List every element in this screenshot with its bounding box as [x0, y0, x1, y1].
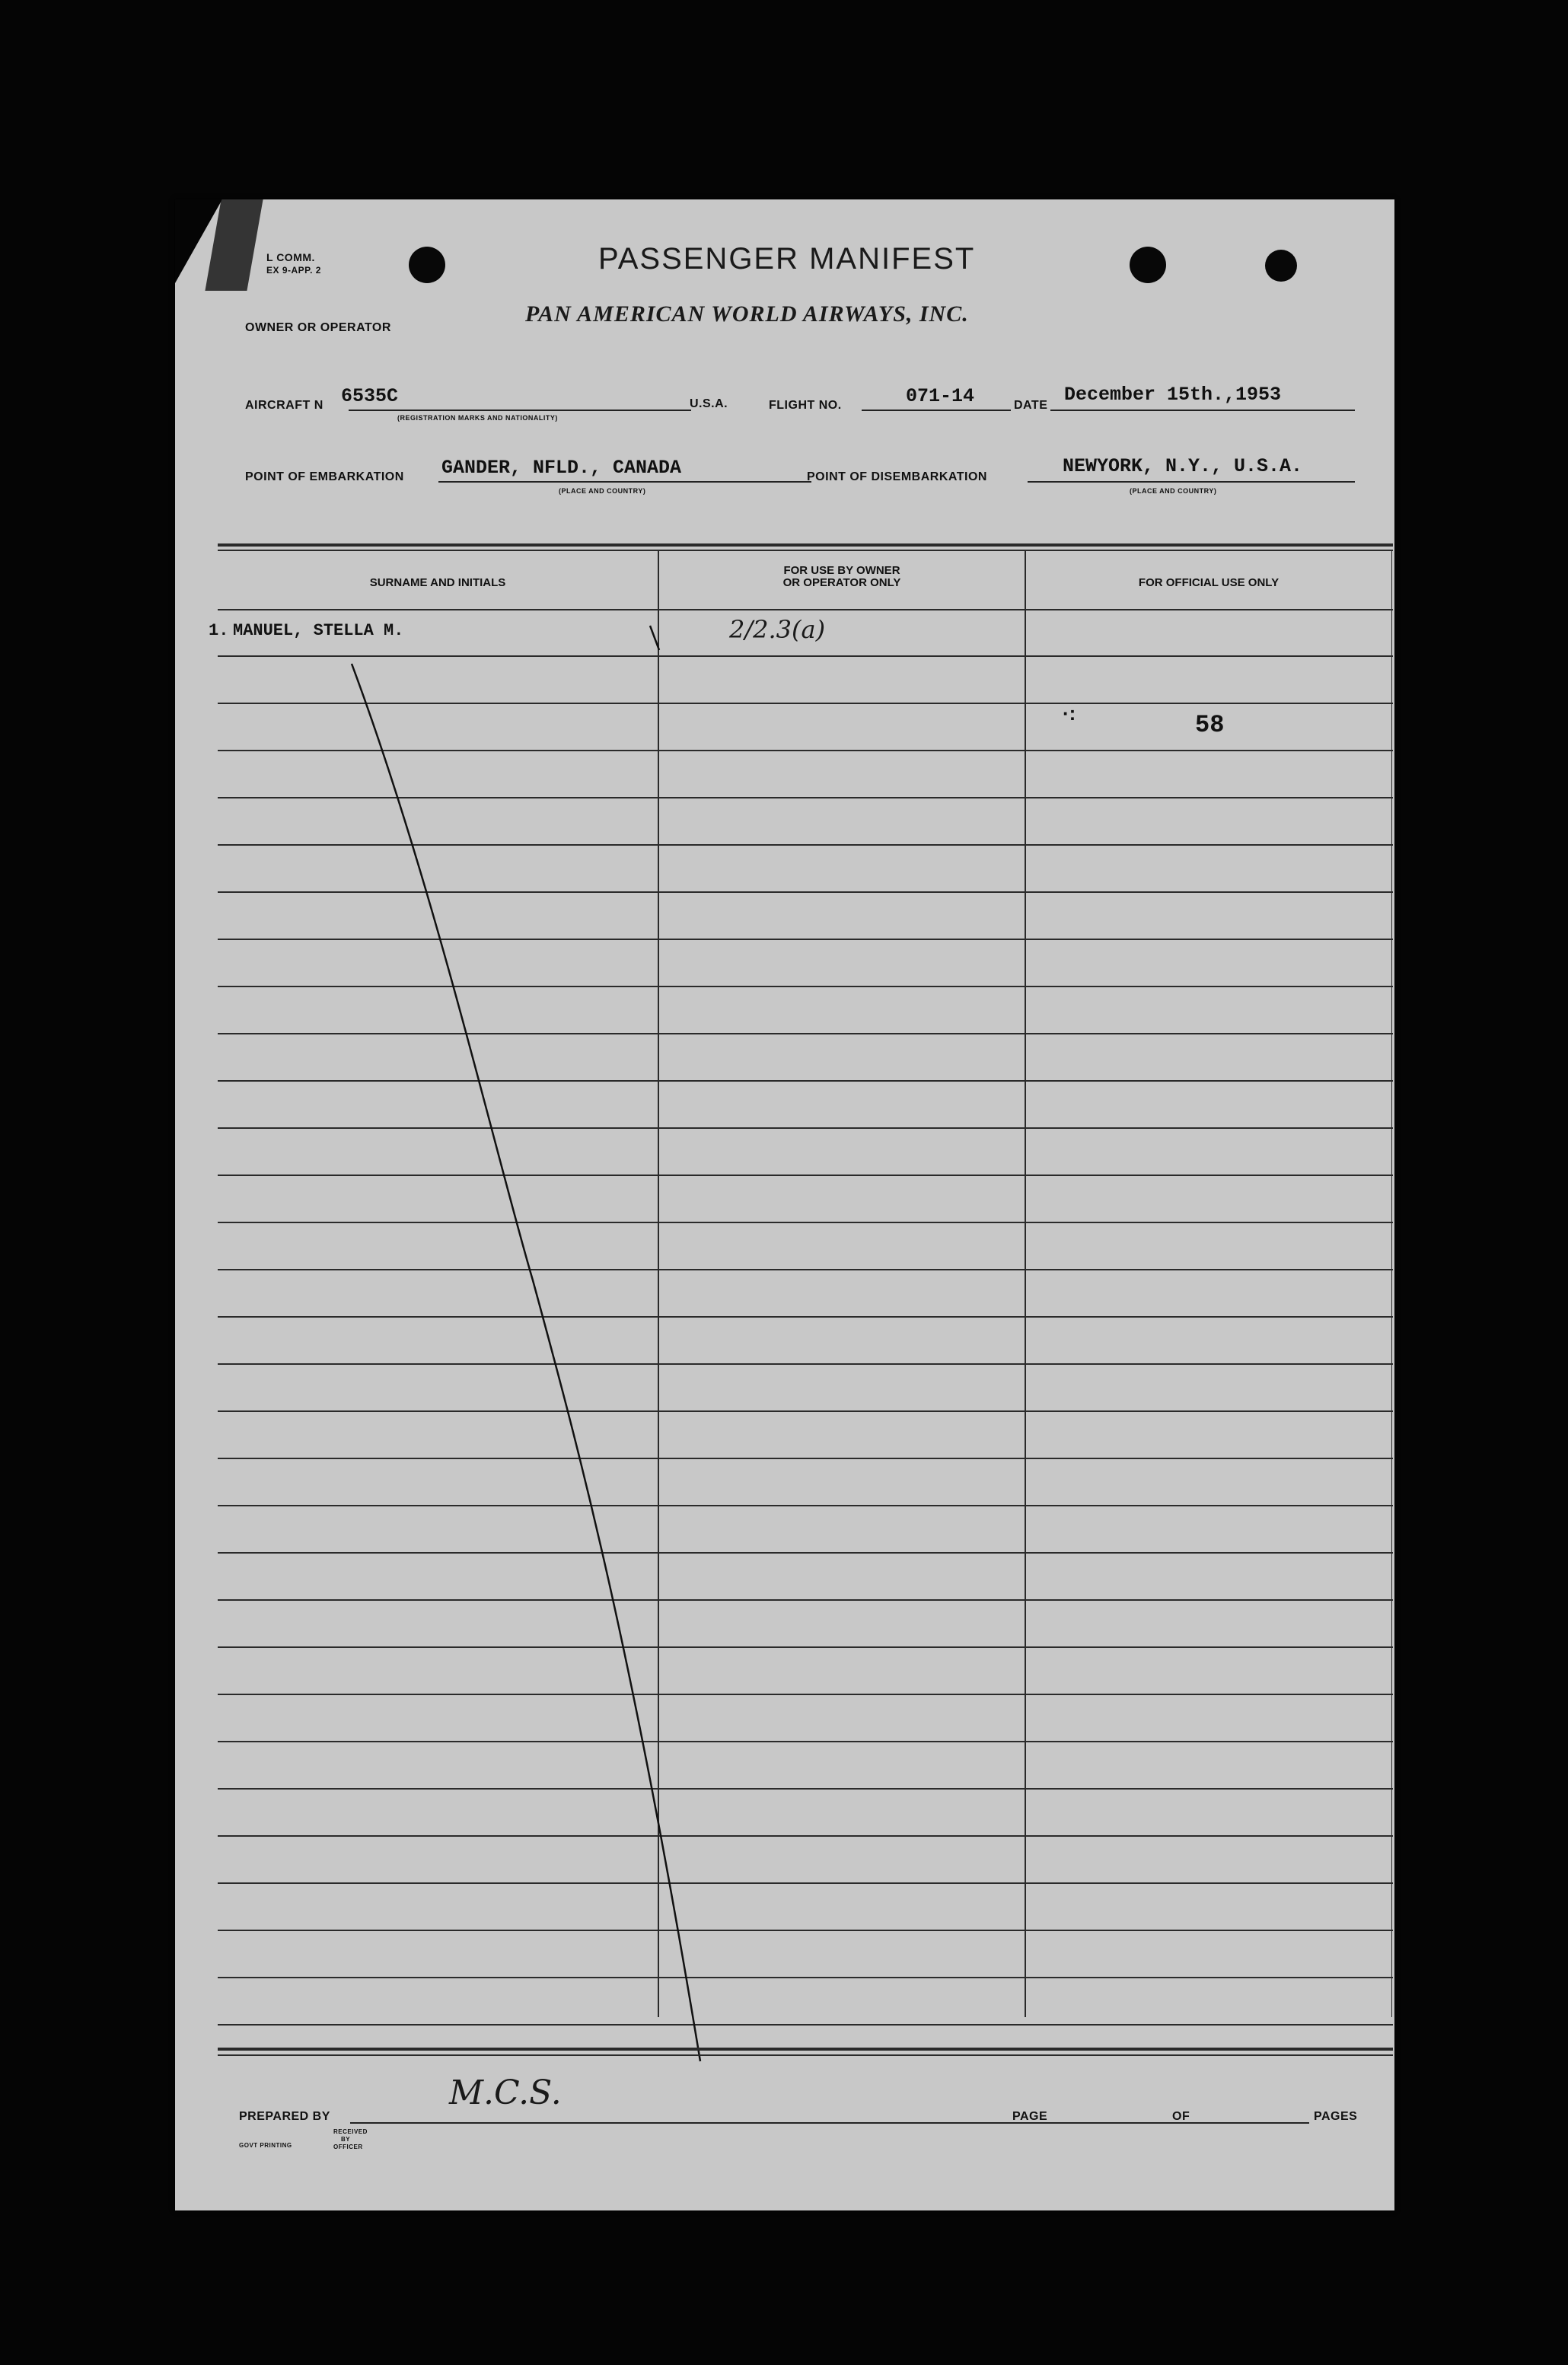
prepared-label: PREPARED BY [239, 2110, 330, 2123]
flight-label: FLIGHT NO. [769, 399, 842, 412]
usa-label: U.S.A. [690, 397, 728, 410]
prepared-underline [350, 2122, 1195, 2124]
page-title: PASSENGER MANIFEST [598, 242, 976, 276]
owner-note-handwritten: 2/2.3(a) [729, 615, 826, 644]
ruled-lines-and-strike [175, 199, 1394, 2210]
embarkation-value: GANDER, NFLD., CANADA [441, 457, 682, 479]
column-heading-owner-line2: OR OPERATOR ONLY [782, 576, 901, 589]
of-label: OF [1172, 2110, 1190, 2123]
page-label: PAGE [1012, 2110, 1048, 2123]
disembarkation-label: POINT OF DISEMBARKATION [807, 470, 987, 483]
stamp-line3: OFFICER [333, 2143, 363, 2150]
disembarkation-note: (PLACE AND COUNTRY) [1130, 487, 1217, 495]
official-note-dots: ·: [1063, 702, 1076, 725]
print-note: GOVT PRINTING [239, 2142, 292, 2149]
registration-note: (REGISTRATION MARKS AND NATIONALITY) [397, 414, 558, 422]
date-label: DATE [1014, 399, 1048, 412]
passenger-name: MANUEL, STELLA M. [233, 621, 404, 640]
date-value: December 15th.,1953 [1064, 384, 1282, 406]
stamp-line2: BY [341, 2136, 351, 2143]
airline-name: PAN AMERICAN WORLD AIRWAYS, INC. [525, 301, 969, 327]
column-heading-official: FOR OFFICIAL USE ONLY [1138, 576, 1280, 589]
owner-label: OWNER OR OPERATOR [245, 321, 391, 334]
manifest-sheet [175, 199, 1394, 2210]
form-corner-line2: EX 9-APP. 2 [266, 265, 321, 276]
pages-label: PAGES [1314, 2110, 1358, 2123]
prepared-signature: M.C.S. [449, 2073, 562, 2112]
stamp-line1: RECEIVED [333, 2128, 368, 2135]
disembarkation-value: NEWYORK, N.Y., U.S.A. [1063, 455, 1303, 477]
form-corner-line1: L COMM. [266, 251, 315, 263]
flight-value: 071-14 [906, 385, 975, 407]
column-heading-owner-line1: FOR USE BY OWNER [783, 564, 900, 577]
embarkation-note: (PLACE AND COUNTRY) [559, 487, 646, 495]
aircraft-value: 6535C [341, 385, 399, 407]
row-number: 1. [209, 621, 229, 640]
aircraft-label: AIRCRAFT N [245, 399, 323, 412]
official-note-number: 58 [1195, 711, 1225, 739]
column-heading-surname: SURNAME AND INITIALS [369, 576, 506, 589]
pages-underline [1195, 2122, 1309, 2124]
embarkation-label: POINT OF EMBARKATION [245, 470, 404, 483]
diagonal-cancel-stroke [352, 664, 700, 2061]
checkmark-stroke [650, 626, 659, 650]
